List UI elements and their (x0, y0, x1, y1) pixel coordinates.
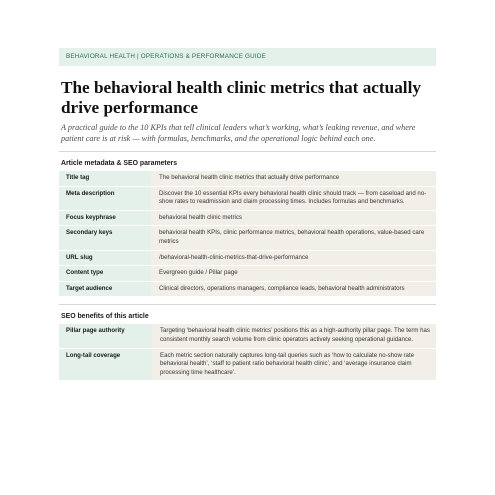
row-key: Content type (59, 266, 151, 282)
seo-table (59, 324, 436, 381)
row-value: Evergreen guide / Pillar page (151, 266, 436, 282)
table-row (59, 266, 436, 282)
row-value: Clinical directors, operations managers, compliance leads, behavioral health administrators (151, 282, 436, 298)
row-key: Long-tail coverage (59, 349, 152, 382)
metadata-table (59, 171, 436, 297)
table-row (59, 324, 436, 348)
row-value: behavioral health KPIs, clinic performance metrics, behavioral health operations, value-based care metrics (151, 226, 436, 250)
row-key: Title tag (59, 171, 151, 187)
row-key: Pillar page authority (59, 324, 152, 348)
row-value: The behavioral health clinic metrics that actually drive performance (151, 171, 436, 187)
row-value: behavioral health clinic metrics (151, 211, 436, 227)
article-subtitle: A practical guide to the 10 KPIs that tell clinical leaders what’s working, what’s leaking revenue, and where patient care is at risk — with formulas, benchmarks, and the operational logic behind each one. (61, 123, 416, 143)
table-row (59, 349, 436, 382)
table-row (59, 187, 436, 211)
row-key: Secondary keys (59, 226, 151, 250)
row-key: URL slug (59, 251, 151, 267)
row-key: Focus keyphrase (59, 211, 151, 227)
row-key: Meta description (59, 187, 151, 211)
divider (59, 304, 436, 305)
table-row (59, 282, 436, 298)
category-banner: BEHAVIORAL HEALTH | OPERATIONS & PERFORMANCE GUIDE (59, 48, 436, 66)
divider (59, 151, 436, 152)
metadata-heading: Article metadata & SEO parameters (61, 160, 178, 167)
seo-heading: SEO benefits of this article (61, 313, 149, 321)
article-page (59, 48, 436, 381)
table-row (59, 171, 436, 187)
row-value: /behavioral-health-clinic-metrics-that-drive-performance (151, 251, 436, 267)
table-row (59, 226, 436, 250)
article-title: The behavioral health clinic metrics that actually drive performance (61, 78, 421, 117)
row-value: Discover the 10 essential KPIs every behavioral health clinic should track — from caseload and no-show rates to readmission and claim processing times. Includes formulas and benchmarks. (151, 187, 436, 211)
row-value: Targeting ‘behavioral health clinic metrics’ positions this as a high-authority pillar page. The term has consistent monthly search volume from clinic operators actively seeking operational guidance. (152, 324, 436, 348)
row-key: Target audience (59, 282, 151, 298)
table-row (59, 211, 436, 227)
table-row (59, 251, 436, 267)
row-value: Each metric section naturally captures long-tail queries such as ‘how to calculate no-show rate behavioral health’, ‘staff to patient ratio behavioral health clinic’, and ‘average insurance claim processing time healthcare’. (152, 349, 436, 382)
